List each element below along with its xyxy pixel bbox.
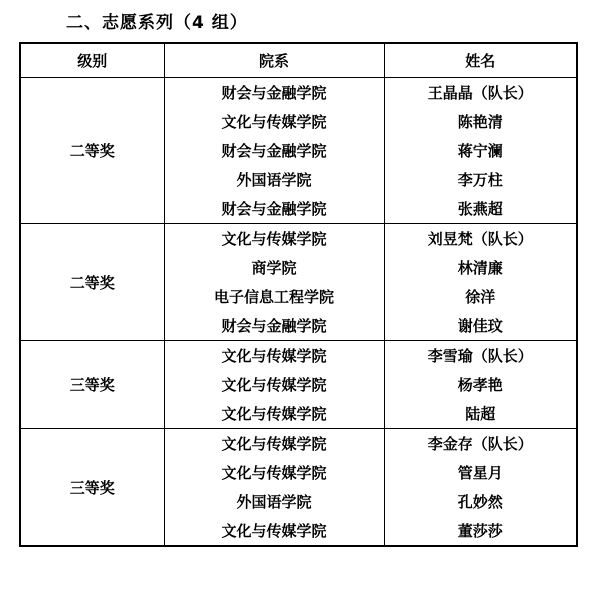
name-cell: 刘昱梵（队长） bbox=[384, 224, 577, 254]
table-row bbox=[20, 341, 577, 371]
name-cell: 林清廉 bbox=[457, 259, 503, 277]
name-cell: 陈艳清 bbox=[457, 113, 503, 131]
table-row bbox=[20, 78, 577, 108]
table-header-row bbox=[20, 43, 577, 78]
department-cell: 文化与传媒学院 bbox=[164, 399, 384, 429]
section-title: 二、志愿系列（4 组） bbox=[66, 13, 248, 33]
name-cell: 董莎莎 bbox=[457, 522, 503, 540]
name-cell: 徐洋 bbox=[465, 288, 496, 306]
department-cell: 商学院 bbox=[164, 253, 384, 282]
department-cell: 文化与传媒学院 bbox=[164, 224, 384, 254]
department-cell: 文化与传媒学院 bbox=[164, 107, 384, 136]
name-cell: 李万柱 bbox=[457, 171, 503, 189]
level-cell: 二等奖 bbox=[20, 224, 164, 341]
header-name: 姓名 bbox=[384, 43, 577, 78]
level-cell: 二等奖 bbox=[20, 78, 164, 224]
department-cell: 文化与传媒学院 bbox=[164, 516, 384, 546]
name-cell: 王晶晶（队长） bbox=[384, 78, 577, 108]
department-cell: 文化与传媒学院 bbox=[164, 341, 384, 371]
name-cell: 孔妙然 bbox=[457, 493, 503, 511]
table-row bbox=[20, 429, 577, 459]
name-cell: 张燕超 bbox=[457, 200, 503, 218]
name-cell: 杨孝艳 bbox=[457, 376, 503, 394]
name-cell: 管星月 bbox=[457, 464, 503, 482]
department-cell: 财会与金融学院 bbox=[164, 78, 384, 108]
department-cell: 电子信息工程学院 bbox=[164, 282, 384, 311]
department-cell: 外国语学院 bbox=[164, 165, 384, 194]
name-cell: 蒋宁澜 bbox=[457, 142, 503, 160]
department-cell: 文化与传媒学院 bbox=[164, 458, 384, 487]
name-cell: 谢佳玟 bbox=[457, 317, 503, 335]
name-cell: 李金存（队长） bbox=[384, 429, 577, 459]
department-cell: 外国语学院 bbox=[164, 487, 384, 516]
table-row bbox=[20, 224, 577, 254]
table-header bbox=[20, 43, 577, 78]
department-cell: 财会与金融学院 bbox=[164, 311, 384, 341]
header-level: 级别 bbox=[20, 43, 164, 78]
award-table bbox=[19, 42, 578, 547]
name-cell: 李雪瑜（队长） bbox=[384, 341, 577, 371]
name-cell: 陆超 bbox=[465, 405, 496, 423]
department-cell: 文化与传媒学院 bbox=[164, 429, 384, 459]
level-cell: 三等奖 bbox=[20, 429, 164, 547]
department-cell: 文化与传媒学院 bbox=[164, 370, 384, 399]
department-cell: 财会与金融学院 bbox=[164, 194, 384, 224]
department-cell: 财会与金融学院 bbox=[164, 136, 384, 165]
level-cell: 三等奖 bbox=[20, 341, 164, 429]
header-department: 院系 bbox=[164, 43, 384, 78]
